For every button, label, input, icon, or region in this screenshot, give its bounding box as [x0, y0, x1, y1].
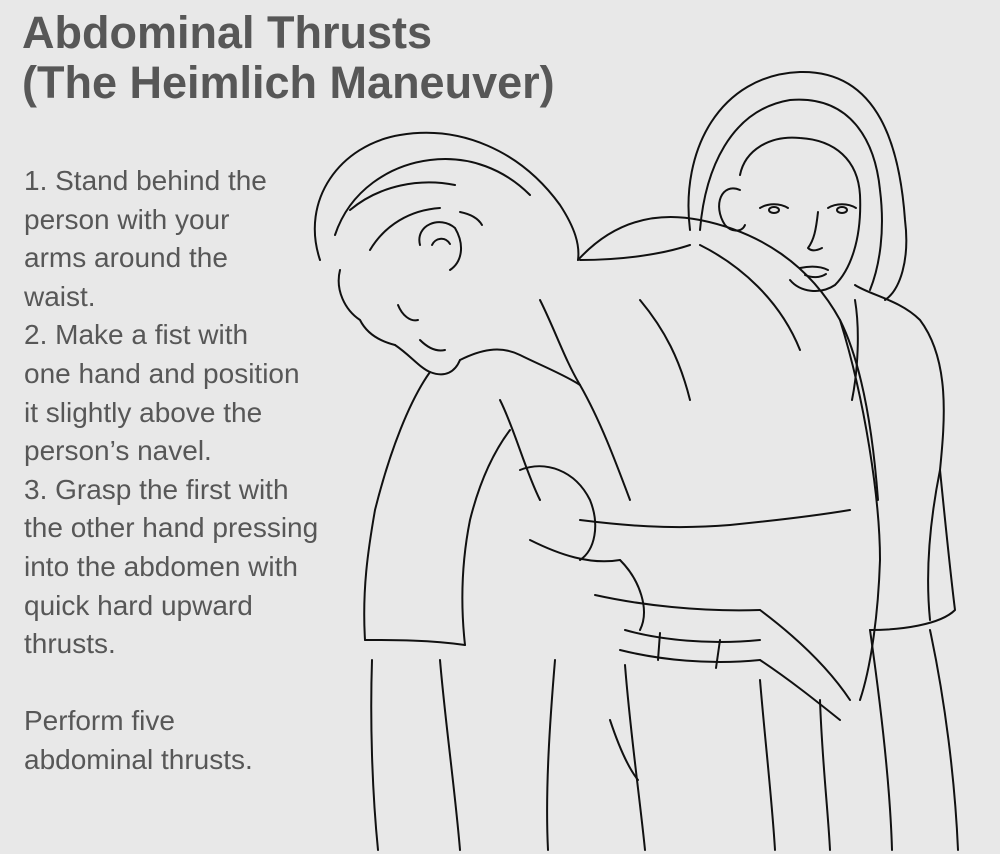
title-line-1: Abdominal Thrusts [22, 7, 433, 58]
step-3-line: into the abdomen with [24, 550, 298, 582]
step-2-line: person’s navel. [24, 435, 212, 467]
step-1-line: 1. Stand behind the [24, 165, 267, 196]
title-line-2: (The Heimlich Maneuver) [22, 57, 555, 108]
step-1 [24, 162, 374, 316]
step-3-line: quick hard upward [24, 589, 253, 621]
victim-figure [315, 133, 880, 850]
step-2-line: 2. Make a fist with [24, 319, 249, 351]
page-title [22, 8, 555, 108]
step-3-line: thrusts. [24, 628, 116, 660]
instruction-list [24, 162, 374, 780]
step-2-line: one hand and position [24, 357, 300, 389]
note-line: abdominal thrusts. [24, 743, 253, 775]
step-2 [24, 316, 374, 470]
note-line: Perform five [24, 705, 175, 737]
step-3-line: the other hand pressing [24, 512, 319, 544]
spacer [24, 664, 374, 703]
step-1-line: arms around the [24, 242, 228, 274]
rescuer-figure [688, 72, 958, 850]
step-3-line: 3. Grasp the first with [24, 473, 289, 505]
note [24, 702, 374, 779]
step-1-line: waist. [24, 280, 96, 312]
step-2-line: it slightly above the [24, 396, 263, 428]
step-1-line: person with your [24, 203, 230, 235]
step-3 [24, 471, 374, 664]
